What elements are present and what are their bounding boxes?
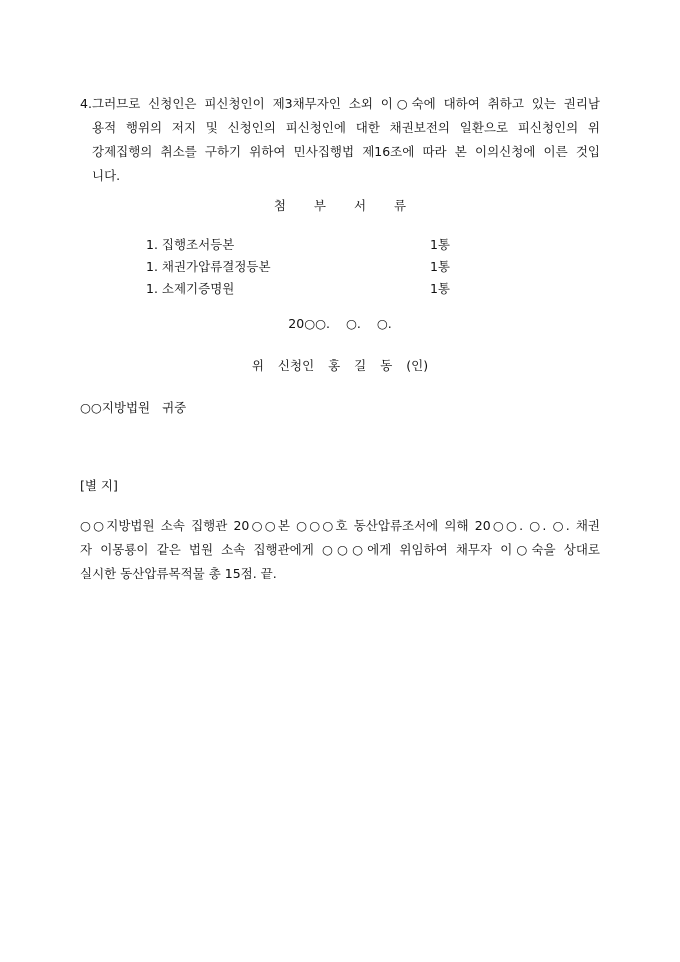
attachments-list — [146, 234, 450, 300]
attachment-qty: 1통 — [429, 281, 450, 296]
court-addressee: ○○지방법원 귀중 — [80, 400, 187, 415]
attachment-qty: 1통 — [429, 237, 450, 252]
paragraph-4 — [80, 92, 600, 188]
paragraph-line: 용적 행위의 저지 및 신청인의 피신청인에 대한 채권보전의 일환으로 피신청인의 위 — [92, 120, 600, 135]
paragraph-line: 그러므로 신청인은 피신청인이 제3채무자인 소외 이○숙에 대하여 취하고 있는 권리남 — [92, 96, 600, 111]
filing-date: 20○○. ○. ○. — [288, 316, 392, 331]
annex-label: [별 지] — [80, 478, 118, 493]
paragraph-line: 강제집행의 취소를 구하기 위하여 민사집행법 제16조에 따라 본 이의신청에 이른 것입 — [92, 144, 600, 159]
attachment-name: 1. 소제기증명원 — [146, 281, 235, 296]
paragraph-line: 니다. — [92, 168, 121, 183]
attachment-name: 1. 채권가압류결정등본 — [146, 259, 271, 274]
attachment-item — [146, 278, 450, 300]
annex-line: 자 이몽룡이 같은 법원 소속 집행관에게 ○○○에게 위임하여 채무자 이○숙을 상대로 — [80, 542, 600, 557]
paragraph-number: 4. — [80, 96, 92, 111]
attachment-qty: 1통 — [429, 259, 450, 274]
attachment-item — [146, 234, 450, 256]
signer-line: 위 신청인 홍 길 동 (인) — [251, 358, 429, 373]
annex-body — [80, 514, 600, 586]
annex-line: 실시한 동산압류목적물 총 15점. 끝. — [80, 566, 277, 581]
attachment-item — [146, 256, 450, 278]
attachments-heading: 첨 부 서 류 — [273, 198, 419, 213]
annex-line: ○○지방법원 소속 집행관 20○○본 ○○○호 동산압류조서에 의해 20○○. ○. ○. 채권 — [80, 518, 600, 533]
attachment-name: 1. 집행조서등본 — [146, 237, 235, 252]
